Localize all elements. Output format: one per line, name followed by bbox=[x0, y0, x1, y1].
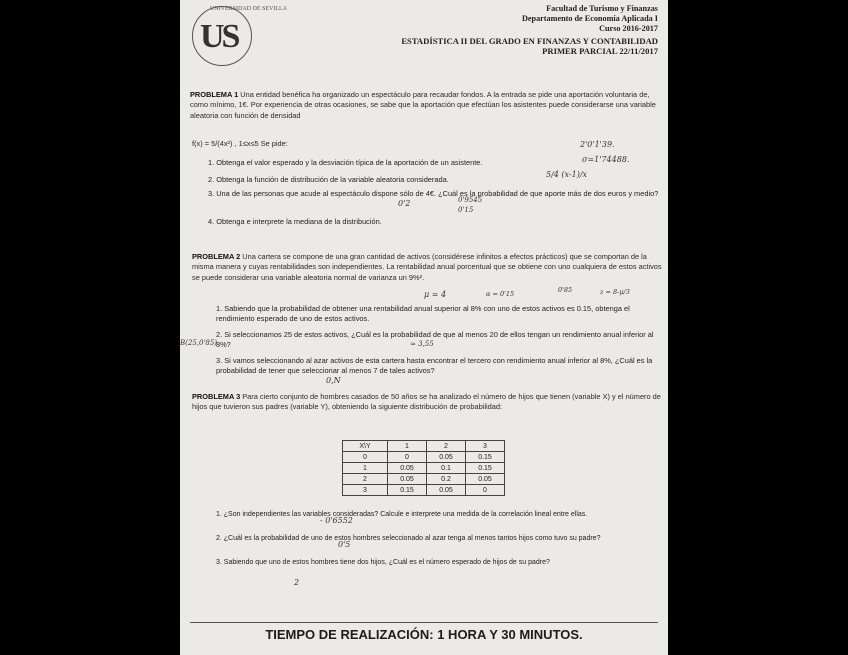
problem1-item-3: 3. Una de las personas que acude al espectáculo dispone sólo de 4€. ¿Cuál es la probabilidad de que aporte más de dos euros y medio? bbox=[208, 189, 659, 198]
hand-note: 5/4 (x-1)/x bbox=[546, 170, 588, 179]
exam-duration: TIEMPO DE REALIZACIÓN: 1 HORA Y 30 MINUTOS. bbox=[265, 627, 583, 642]
table-cell: 2 bbox=[427, 441, 466, 452]
probability-table bbox=[342, 440, 505, 496]
problem2-title: PROBLEMA 2 bbox=[192, 252, 241, 261]
problem1-statement bbox=[190, 90, 664, 121]
hand-note: z = 8-μ/3 bbox=[600, 288, 630, 296]
problem3-item-3: 3. Sabiendo que uno de estos hombres tiene dos hijos, ¿Cuál es el número esperado de hijos de su padre? bbox=[216, 559, 550, 566]
problem1-item-1: 1. Obtenga el valor esperado y la desviación típica de la aportación de un asistente. bbox=[208, 158, 483, 167]
table-cell: 0.05 bbox=[388, 463, 427, 474]
hand-note: 0'85 bbox=[558, 286, 573, 294]
table-cell: 3 bbox=[466, 441, 505, 452]
table-cell: 0.15 bbox=[388, 485, 427, 496]
hand-note: 2 bbox=[294, 578, 300, 587]
problem2-item-3: 3. Si vamos seleccionando al azar activos de esta cartera hasta encontrar el tercero con rendimiento anual inferior al 8%, ¿Cuál es la probabilidad de tener que seleccionar al menos 7 de tales activos? bbox=[216, 356, 653, 375]
header-course: Curso 2016-2017 bbox=[599, 24, 658, 33]
hand-note: 0'5 bbox=[338, 540, 351, 549]
table-cell: 0.05 bbox=[427, 452, 466, 463]
table-cell: 0 bbox=[466, 485, 505, 496]
table-cell: 0.1 bbox=[427, 463, 466, 474]
table-cell: 0.15 bbox=[466, 463, 505, 474]
hand-note: 0'15 bbox=[458, 206, 474, 214]
university-logo: US bbox=[200, 18, 238, 55]
problem1-item-2: 2. Obtenga la función de distribución de la variable aleatoria considerada. bbox=[208, 175, 449, 184]
table-cell: 1 bbox=[388, 441, 427, 452]
problem1-formula: f(x) = 5/(4x²) , 1≤x≤5 Se pide: bbox=[192, 139, 288, 148]
table-row bbox=[343, 485, 505, 496]
table-cell: 0 bbox=[388, 452, 427, 463]
table-cell: 0.05 bbox=[427, 485, 466, 496]
hand-note: 0,N bbox=[326, 376, 341, 385]
problem3-item-1: 1. ¿Son independientes las variables consideradas? Calcule e interprete una medida de la correlación lineal entre ellas. bbox=[216, 511, 588, 518]
hand-note: 0'9545 bbox=[458, 196, 483, 204]
header-exam: PRIMER PARCIAL 22/11/2017 bbox=[542, 46, 658, 56]
exam-sheet bbox=[180, 0, 668, 655]
table-cell: 0 bbox=[343, 452, 388, 463]
problem1-intro: Una entidad benéfica ha organizado un espectáculo para recaudar fondos. A la entrada se pide una aportación voluntaria de, como mínimo, 1€. Por experiencia de otras ocasiones, se sabe que la aportación que efectúan los asistentes puede considerarse una variable aleatoria con función de densidad bbox=[190, 90, 656, 120]
table-cell: 0.15 bbox=[466, 452, 505, 463]
problem2-statement bbox=[192, 252, 664, 283]
table-cell: 1 bbox=[343, 463, 388, 474]
hand-note: B(25,0'85) bbox=[180, 339, 218, 347]
hand-note: α = 0'15 bbox=[486, 290, 515, 298]
hand-note: 0'2 bbox=[398, 199, 411, 208]
hand-note: σ=1'74488. bbox=[582, 155, 630, 164]
header-subject: ESTADÍSTICA II DEL GRADO EN FINANZAS Y CONTABILIDAD bbox=[401, 36, 658, 46]
table-cell: 0.05 bbox=[466, 474, 505, 485]
problem3-item-2: 2. ¿Cuál es la probabilidad de uno de estos hombres seleccionado al azar tenga al menos tantos hijos como tuvo su padre? bbox=[216, 535, 601, 542]
hand-note: 2'0'1'39. bbox=[580, 140, 615, 149]
table-cell: X\Y bbox=[343, 441, 388, 452]
header-department: Departamento de Economía Aplicada I bbox=[521, 14, 658, 23]
hand-note: ≈ 3,55 bbox=[410, 340, 434, 348]
problem3-intro: Para cierto conjunto de hombres casados de 50 años se ha analizado el número de hijos que tienen (variable X) y el número de hijos que tuvieron sus padres (variable Y), obteniendo la siguiente distribución de probabilidad: bbox=[192, 392, 661, 412]
table-cell: 0.05 bbox=[388, 474, 427, 485]
table-cell: 3 bbox=[343, 485, 388, 496]
problem2-item-1: 1. Sabiendo que la probabilidad de obtener una rentabilidad anual superior al 8% con uno de estos activos es 0.15, obtenga el rendimiento esperado de uno de estos activos. bbox=[216, 304, 630, 323]
table-cell: 0.2 bbox=[427, 474, 466, 485]
table-header-row bbox=[343, 441, 505, 452]
problem3-statement bbox=[192, 392, 664, 413]
hand-note: - 0'6552 bbox=[320, 516, 353, 525]
seal-ring-text: UNIVERSIDAD DE SEVILLA bbox=[210, 6, 287, 12]
table-cell: 2 bbox=[343, 474, 388, 485]
header-faculty: Facultad de Turismo y Finanzas bbox=[546, 4, 658, 13]
problem1-title: PROBLEMA 1 bbox=[190, 90, 239, 99]
problem1-item-4: 4. Obtenga e interprete la mediana de la distribución. bbox=[208, 217, 382, 226]
problem2-item-2: 2. Si seleccionamos 25 de estos activos, ¿Cuál es la probabilidad de que al menos 20 de ellos tengan un rendimiento anual inferior al 8%? bbox=[216, 330, 654, 349]
table-row bbox=[343, 463, 505, 474]
footer-divider bbox=[190, 622, 658, 623]
table-row bbox=[343, 474, 505, 485]
hand-note: μ = 4 bbox=[424, 290, 447, 299]
problem2-intro: Una cartera se compone de una gran cantidad de activos (considérese infinitos a efectos prácticos) que se comportan de la misma manera y cuyas rentabilidades son independientes. La rentabilidad anual porcentual que se obtiene con uno cualquiera de estos activos se puede considerar una variable aleatoria normal de varianza un 9%². bbox=[192, 252, 662, 282]
problem3-title: PROBLEMA 3 bbox=[192, 392, 241, 401]
table-row bbox=[343, 452, 505, 463]
